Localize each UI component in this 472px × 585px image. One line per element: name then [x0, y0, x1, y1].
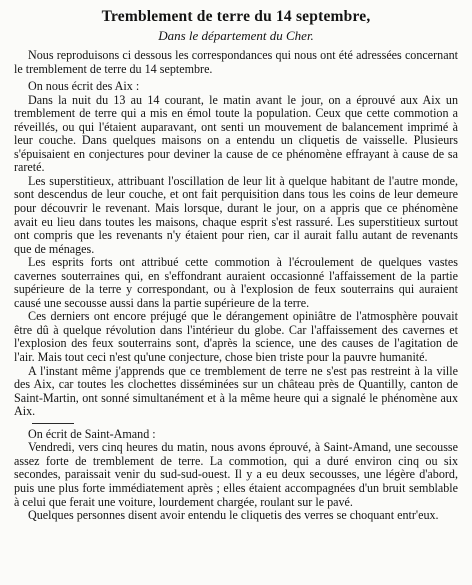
saint-amand-paragraph-2: Quelques personnes disent avoir entendu le cliquetis des verres se choquant entr'eux. [28, 508, 439, 523]
section-divider [32, 423, 74, 424]
intro-paragraph: Nous reproduisons ci dessous les correspondances qui nous ont été adressées concernant le tremblement de terre du 14 septembre. [14, 48, 458, 76]
aix-paragraph-5: A l'instant même j'apprends que ce tremblement de terre ne s'est pas restreint à la ville des Aix, car toutes les clochettes disséminées sur un château près de Quantilly, canton de Saint-Martin, ont sonné simultanément et à la même heure qui a signalé le phénomène aux Aix. [14, 363, 458, 419]
saint-amand-paragraph-1: Vendredi, vers cinq heures du matin, nous avons éprouvé, à Saint-Amand, une secousse assez forte de tremblement de terre. La commotion, qui a duré environ cinq ou six secondes, paraissait venir du sud-sud-ouest. Il y a eu deux secousses, une légère d'abord, puis une plus forte immédiatement après ; elles étaient accompagnées d'un bruit semblable à celui que ferait une voiture, lourdement chargée, roulant sur le pavé. [14, 440, 458, 509]
aix-paragraph-2: Les superstitieux, attribuant l'oscillation de leur lit à quelque habitant de l'autre monde, sont descendus de leur couche, et ont fait perquisition dans tous les coins de leur demeure pour découvrir le revenant. Mais lorsque, durant le jour, on a appris que ce phénomène avait eu lieu dans toutes les maisons, chaque esprit s'est rassuré. Les superstitieux surtout ont compris que les revenants n'y étaient pour rien, car il aurait fallu autant de revenants que de ménages. [14, 173, 458, 256]
aix-paragraph-1: Dans la nuit du 13 au 14 courant, le matin avant le jour, on a éprouvé aux Aix un tremblement de terre qui a mis en émol toute la population. Ceux que cette commotion a réveillés, ou qui l'étaient auparavant, ont senti un mouvement de balancement imprimé à leur couche. Dans quelques maisons on a entendu un cliquetis de vaisselle. Plusieurs s'épuisaient en conjectures pour deviner la cause de ce phénomène effrayant à cause de sa rareté. [14, 92, 458, 175]
section-heading-aix: On nous écrit des Aix : [28, 79, 140, 94]
aix-paragraph-4: Ces derniers ont encore préjugé que le dérangement opiniâtre de l'atmosphère pouvait être dû à quelque révolution dans l'intérieur du globe. Car l'affaissement des cavernes et l'explosion des feux souterrains sont, d'après la science, une des causes de l'agitation de l'air. Mais tout ceci n'est qu'une conjecture, chose bien triste pour la pauvre humanité. [14, 309, 458, 365]
aix-paragraph-3: Les esprits forts ont attribué cette commotion à l'écroulement de quelques vastes cavernes souterraines qui, en s'effondrant auraient occasionné l'affaissement de la partie supérieure de la terre y correspondant, ou à l'explosion de feux souterrains qui auraient causé une secousse aussi dans la partie supérieure de la terre. [14, 255, 458, 310]
section-heading-saint-amand: On écrit de Saint-Amand : [28, 426, 156, 441]
article-title: Tremblement de terre du 14 septembre, [101, 8, 371, 25]
article-subtitle: Dans le département du Cher. [158, 28, 314, 43]
